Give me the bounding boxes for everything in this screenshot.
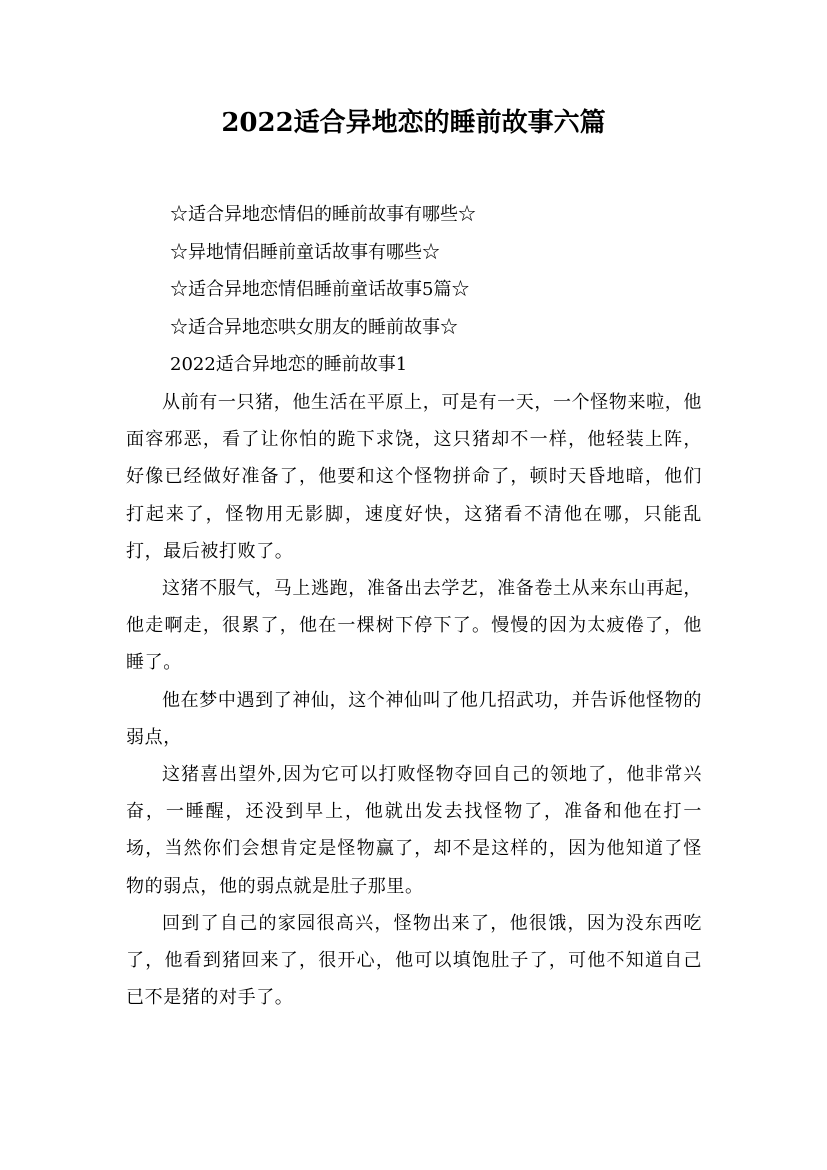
story-body (126, 384, 702, 1016)
toc-item: ☆适合异地恋哄女朋友的睡前故事☆ (170, 316, 458, 338)
toc-item: ☆适合异地恋情侣睡前童话故事5篇☆ (170, 279, 470, 300)
paragraph: 这猪不服气，马上逃跑，准备出去学艺，准备卷土从来东山再起，他走啊走，很累了，他在一棵树下停下了。慢慢的因为太疲倦了，他睡了。 (126, 578, 702, 674)
page-title: 2022适合异地恋的睡前故事六篇 (221, 108, 606, 138)
paragraph: 他在梦中遇到了神仙，这个神仙叫了他几招武功，并告诉他怪物的弱点， (126, 689, 702, 748)
toc-item: ☆异地情侣睡前童话故事有哪些☆ (170, 241, 440, 263)
paragraph: 这猪喜出望外,因为它可以打败怪物夺回自己的领地了，他非常兴奋，一睡醒，还没到早上，他就出发去找怪物了，准备和他在打一场，当然你们会想肯定是怪物赢了，却不是这样的，因为他知道了怪物的弱点，他的弱点就是肚子那里。 (126, 764, 702, 897)
section-heading: 2022适合异地恋的睡前故事1 (170, 354, 408, 375)
paragraph: 从前有一只猪，他生活在平原上，可是有一天，一个怪物来啦，他面容邪恶，看了让你怕的跪下求饶，这只猪却不一样，他轻装上阵，好像已经做好准备了，他要和这个怪物拼命了，顿时天昏地暗，他们打起来了，怪物用无影脚，速度好快，这猪看不清他在哪，只能乱打，最后被打败了。 (126, 392, 702, 562)
paragraph: 回到了自己的家园很高兴，怪物出来了，他很饿，因为没东西吃了，他看到猪回来了，很开心，他可以填饱肚子了，可他不知道自己已不是猪的对手了。 (126, 912, 702, 1009)
table-of-contents (170, 196, 730, 346)
toc-item: ☆适合异地恋情侣的睡前故事有哪些☆ (170, 204, 476, 225)
